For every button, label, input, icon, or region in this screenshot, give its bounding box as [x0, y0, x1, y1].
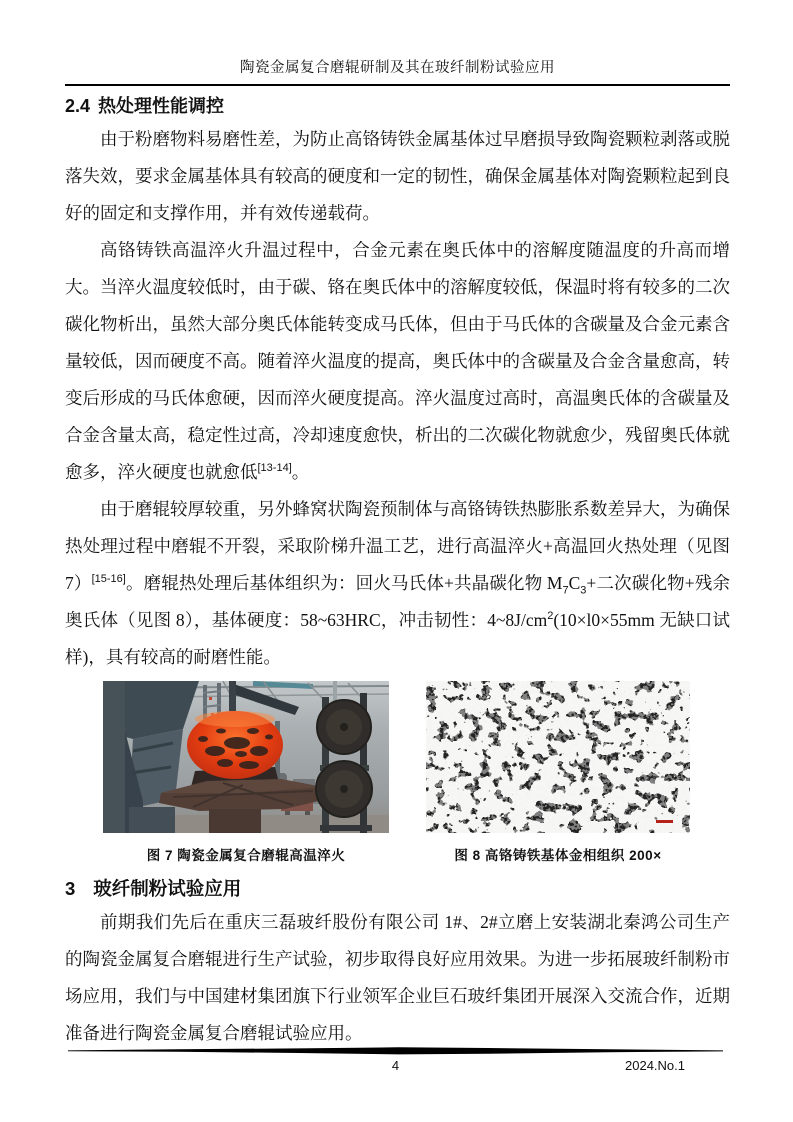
heading-3-number: 3 — [65, 878, 76, 899]
footer-rule — [68, 1047, 723, 1055]
figure-8-caption: 图 8 高铬铸铁基体金相组织 200× — [454, 848, 662, 863]
figure-7 — [103, 681, 389, 864]
micrograph-scale-bar — [656, 820, 673, 823]
paragraph-4: 前期我们先后在重庆三磊玻纤股份有限公司 1#、2#立磨上安装湖北秦鸿公司生产的陶瓷金属复合磨辊进行生产试验，初步取得良好应用效果。为进一步拓展玻纤制粉市场应用，我们与中国建材集团旗下行业领军企业巨石玻纤集团开展深入交流合作，近期准备进行陶瓷金属复合磨辊试验应用。 — [65, 912, 730, 1043]
heading-2-4 — [65, 93, 730, 119]
figure7-quench-photo — [103, 681, 389, 833]
figure-row — [103, 681, 730, 864]
running-title: 陶瓷金属复合磨辊研制及其在玻纤制粉试验应用 — [65, 0, 730, 86]
page-number: 4 — [391, 1058, 400, 1073]
figure8-micrograph-photo — [426, 681, 690, 833]
heading-3-title: 玻纤制粉试验应用 — [93, 878, 242, 899]
figure-8 — [426, 681, 690, 864]
page-footer — [68, 1047, 723, 1074]
heading-3 — [65, 876, 730, 902]
paragraph-2: 高铬铸铁高温淬火升温过程中，合金元素在奥氏体中的溶解度随温度的升高而增大。当淬火温度较低时，由于碳、铬在奥氏体中的溶解度较低，保温时将有较多的二次碳化物析出，虽然大部分奥氏体能转变成马氏体，但由于马氏体的含碳量及合金元素含量较低，因而硬度不高。随着淬火温度的提高，奥氏体中的含碳量及合金含量愈高，转变后形成的马氏体愈硬，因而淬火硬度提高。淬火温度过高时，高温奥氏体的含碳量及合金含量太高，稳定性过高，冷却速度愈快，析出的二次碳化物就愈少，残留奥氏体就愈多，淬火硬度也就愈低[13-14]。 — [65, 240, 730, 482]
heading-2-4-title: 热处理性能调控 — [98, 96, 225, 116]
heading-2-4-number: 2.4 — [65, 96, 91, 116]
paragraph-3: 由于磨辊较厚较重，另外蜂窝状陶瓷预制体与高铬铸铁热膨胀系数差异大，为确保热处理过程中磨辊不开裂，采取阶梯升温工艺，进行高温淬火+高温回火热处理（见图 7）[15-16]。磨辊热处理后基体组织为：回火马氏体+共晶碳化物 $M_7C_3+$二次碳化物+残余奥氏体（见图 8），基体硬度：58~63HRC，冲击韧性：$4\sim 8J/cm^2(10\times l0\times 55mm$ 无缺口试样)，具有较高的耐磨性能。 — [65, 499, 731, 667]
issue-label: 2024.No.1 — [625, 1058, 685, 1073]
paragraph-1: 由于粉磨物料易磨性差，为防止高铬铸铁金属基体过早磨损导致陶瓷颗粒剥落或脱落失效，要求金属基体具有较高的硬度和一定的韧性，确保金属基体对陶瓷颗粒起到良好的固定和支撑作用，并有效传递载荷。 — [65, 129, 730, 223]
figure-7-caption: 图 7 陶瓷金属复合磨辊高温淬火 — [146, 848, 346, 863]
